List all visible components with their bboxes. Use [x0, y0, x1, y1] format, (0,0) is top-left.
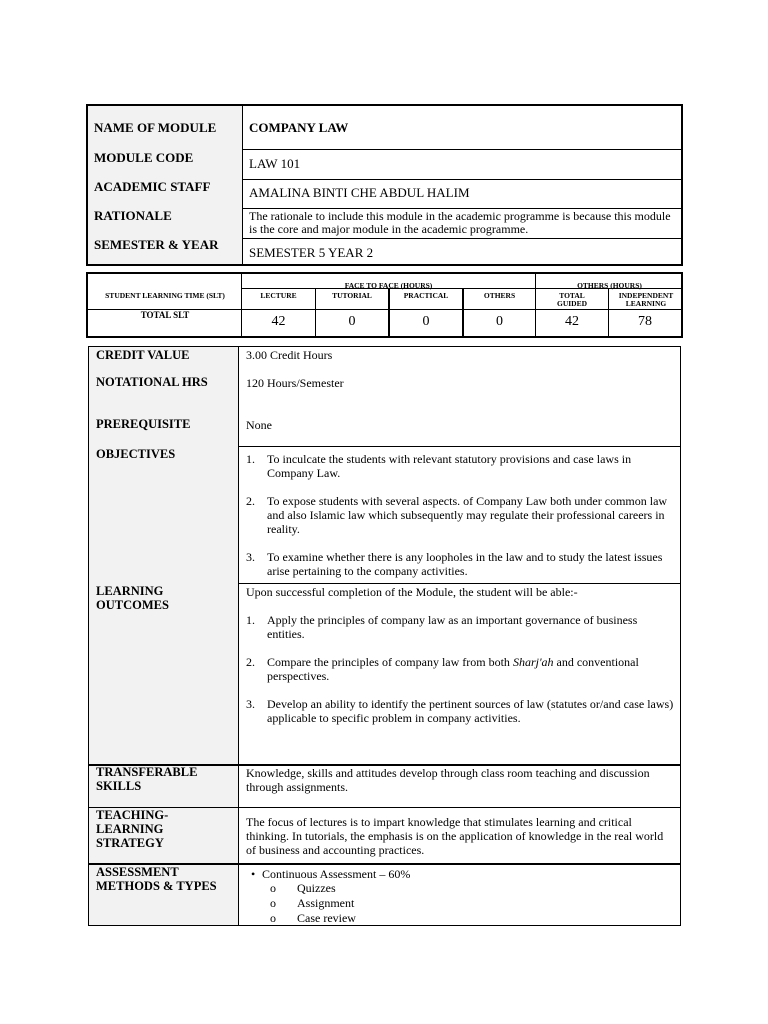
objectives-label: OBJECTIVES [96, 447, 176, 461]
code-value-cell [243, 149, 681, 180]
assessment-item: Quizzes [297, 881, 336, 895]
assessment-item: Assignment [297, 896, 355, 910]
outcome-item: 3. Develop an ability to identify the pertinent sources of law (statutes or/and case laws) applicable to specific problem in company activities. [246, 697, 674, 725]
value-others: 0 [496, 314, 503, 329]
col-practical: PRACTICAL [403, 291, 449, 300]
row-divider [239, 583, 680, 584]
teaching-strategy-value: The focus of lectures is to impart knowledge that stimulates learning and critical thinking. In tutorials, the emphasis is on the application of knowledge in the real world of business and accounting practices. [246, 815, 664, 857]
col-lecture: LECTURE [260, 291, 297, 300]
value-independent-learning: 78 [638, 314, 652, 329]
assessment-main: Continuous Assessment – 60% [262, 867, 411, 881]
value-lecture: 42 [271, 314, 286, 329]
rationale-value: The rationale to include this module in the academic programme is because this module is the core and major module in the academic programme. [249, 209, 671, 236]
module-details-table [88, 346, 681, 926]
module-code-label: MODULE CODE [94, 150, 194, 165]
academic-staff-label: ACADEMIC STAFF [94, 179, 211, 194]
circle-bullet-icon: o [270, 896, 276, 910]
col-independent-learning: INDEPENDENT LEARNING [618, 291, 674, 308]
value-total-guided: 42 [565, 314, 579, 329]
bullet-icon: • [251, 867, 256, 881]
assessment-item: Case review [297, 911, 356, 925]
learning-outcomes-label: LEARNING OUTCOMES [96, 584, 169, 612]
objective-item: 2. To expose students with several aspects. of Company Law both under common law and also Islamic law which subsequently may regulate their professional careers in reality. [246, 494, 668, 536]
col-total-guided: TOTAL GUIDED [556, 291, 587, 308]
circle-bullet-icon: o [270, 881, 276, 895]
semester-year-value: SEMESTER 5 YEAR 2 [249, 245, 374, 260]
name-of-module-label: NAME OF MODULE [94, 120, 217, 135]
value-tutorial: 0 [348, 314, 356, 329]
value-practical: 0 [422, 314, 430, 329]
rationale-label: RATIONALE [94, 208, 172, 223]
academic-staff-value: AMALINA BINTI CHE ABDUL HALIM [249, 185, 470, 200]
module-name-value: COMPANY LAW [249, 120, 349, 135]
credit-value: 3.00 Credit Hours [246, 348, 333, 362]
notational-hrs-label: NOTATIONAL HRS [96, 375, 208, 389]
face-to-face-header: FACE TO FACE (HOURS) [344, 281, 433, 290]
assessment-methods-label: ASSESSMENT METHODS & TYPES [96, 865, 217, 893]
module-info-table [86, 104, 683, 266]
col-others: OTHERS [483, 291, 516, 300]
row-divider [239, 446, 680, 447]
credit-value-label: CREDIT VALUE [96, 348, 190, 362]
transferable-skills-value: Knowledge, skills and attitudes develop through class room teaching and discussion through assignments. [246, 766, 650, 794]
semester-year-label: SEMESTER & YEAR [94, 237, 219, 252]
outcome-item: 2. Compare the principles of company law from both Sharj'ah and conventional perspectives. [246, 655, 639, 683]
objective-item: 3. To examine whether there is any loopholes in the law and to study the latest issues arise pertaining to the company activities. [246, 550, 663, 578]
circle-bullet-icon: o [270, 911, 276, 925]
col-tutorial: TUTORIAL [332, 291, 372, 300]
total-slt-label: TOTAL SLT [140, 310, 190, 320]
learning-outcomes-intro: Upon successful completion of the Module, the student will be able:- [246, 585, 578, 599]
objective-item: 1. To inculcate the students with relevant statutory provisions and case laws in Company Law. [246, 452, 632, 480]
slt-table [86, 272, 683, 338]
prerequisite-value: None [246, 418, 272, 432]
transferable-skills-label: TRANSFERABLE SKILLS [96, 765, 198, 793]
prerequisite-label: PREREQUISITE [96, 417, 191, 431]
module-code-value: LAW 101 [249, 156, 301, 171]
others-hours-header: OTHERS (HOURS) [577, 281, 642, 290]
teaching-strategy-label: TEACHING- LEARNING STRATEGY [96, 808, 169, 850]
slt-row-label: STUDENT LEARNING TIME (SLT) [105, 291, 225, 300]
notational-hrs-value: 120 Hours/Semester [246, 376, 344, 390]
outcome-item: 1. Apply the principles of company law as an important governance of business entities. [246, 613, 638, 641]
